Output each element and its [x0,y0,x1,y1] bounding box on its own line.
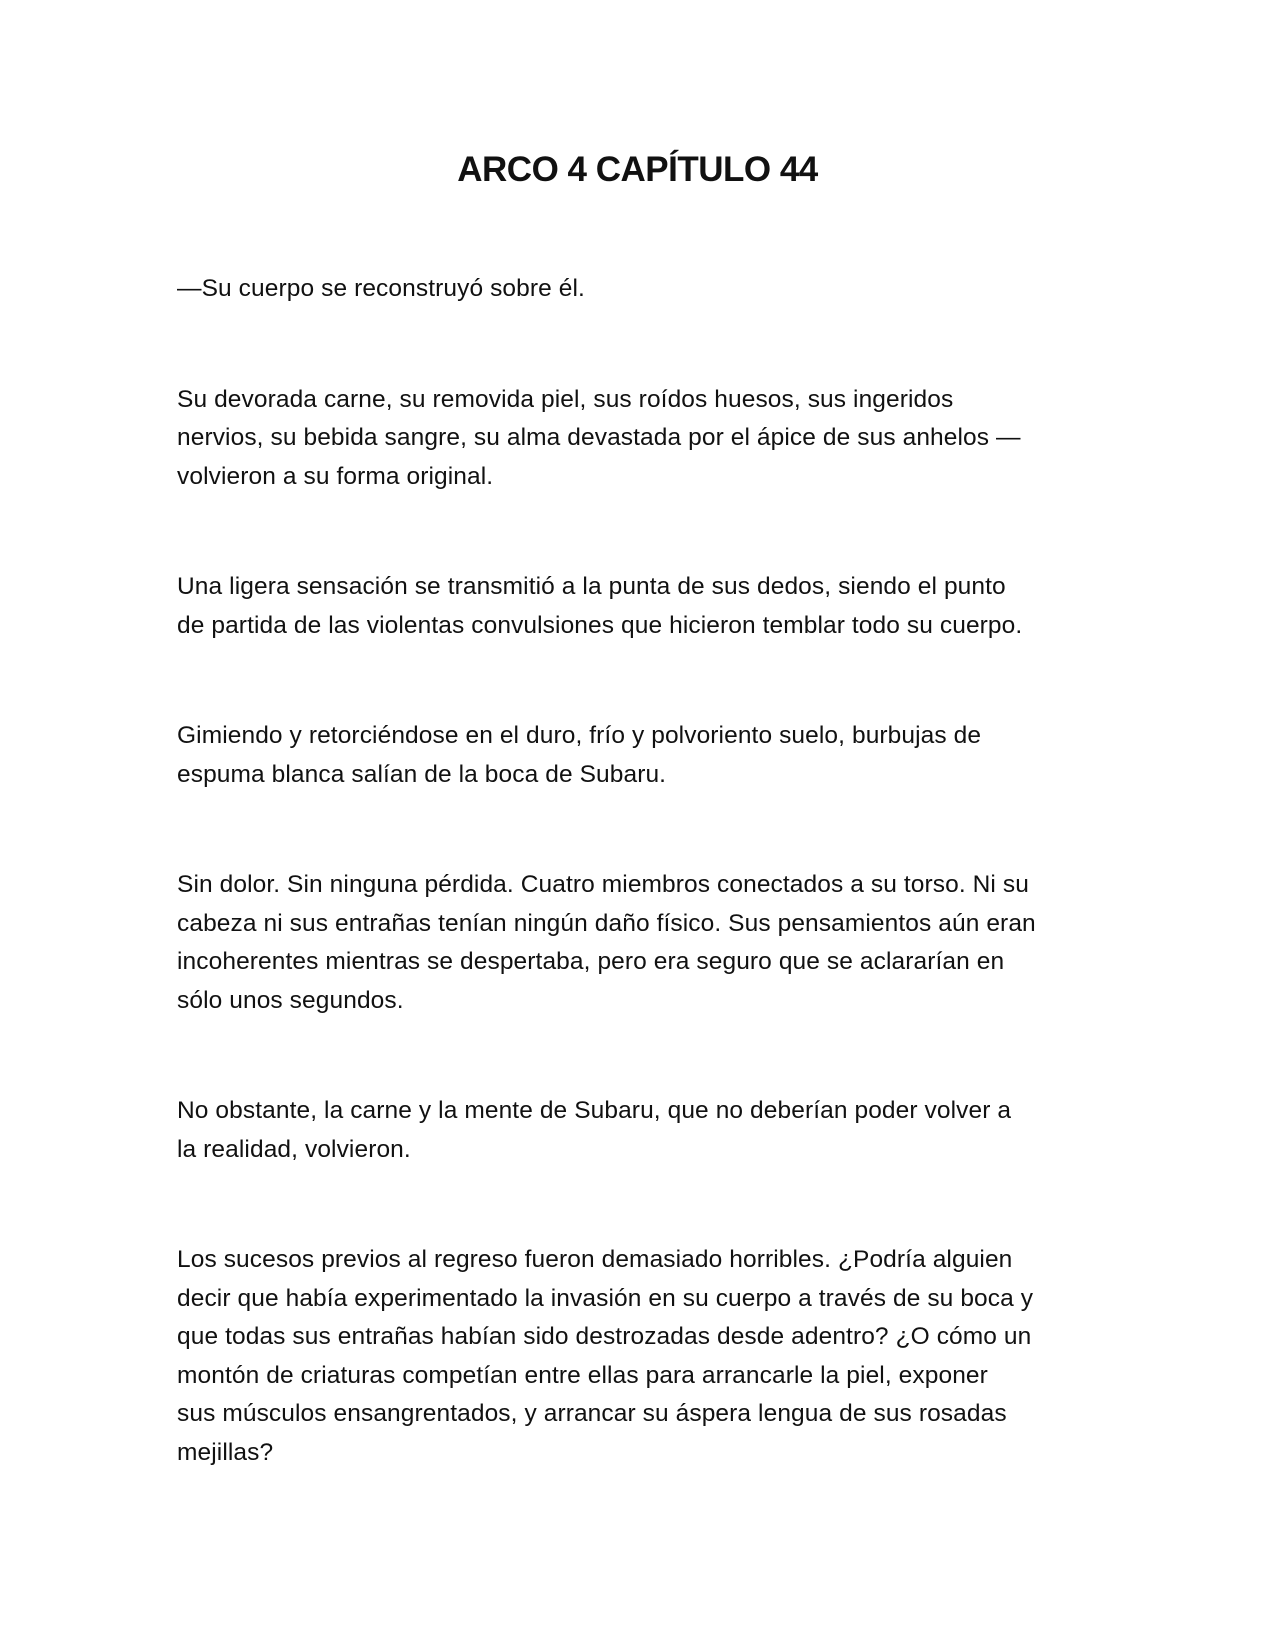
text-line: —Su cuerpo se reconstruyó sobre él. [177,275,585,302]
text-line: mejillas? [177,1438,274,1466]
text-line: Los sucesos previos al regreso fueron demasiado horribles. ¿Podría alguien [177,1246,1013,1273]
paragraph-5 [177,866,1107,1020]
text-line: montón de criaturas competían entre ellas para arrancarle la piel, exponer [177,1361,988,1389]
text-line: sólo unos segundos. [177,986,404,1014]
text-line: volvieron a su forma original. [177,462,494,490]
text-line: Gimiendo y retorciéndose en el duro, frío y polvoriento suelo, burbujas de [177,722,982,749]
text-line: decir que había experimentado la invasión en su cuerpo a través de su boca y [177,1284,1034,1312]
text-line: la realidad, volvieron. [177,1135,411,1163]
text-line: Sin dolor. Sin ninguna pérdida. Cuatro miembros conectados a su torso. Ni su [177,871,1029,898]
paragraph-2 [177,381,1107,497]
text-line: sus músculos ensangrentados, y arrancar su áspera lengua de sus rosadas [177,1400,1007,1427]
paragraph-3 [177,568,1107,645]
paragraph-7 [177,1241,1107,1472]
chapter-body [177,270,1107,1544]
text-line: incoherentes mientras se despertaba, pero era seguro que se aclararían en [177,948,1005,975]
text-line: Una ligera sensación se transmitió a la punta de sus dedos, siendo el punto [177,573,1006,600]
text-line: que todas sus entrañas habían sido destrozadas desde adentro? ¿O cómo un [177,1323,1032,1350]
paragraph-6 [177,1092,1107,1169]
text-line: cabeza ni sus entrañas tenían ningún daño físico. Sus pensamientos aún eran [177,909,1036,937]
text-line: nervios, su bebida sangre, su alma devastada por el ápice de sus anhelos — [177,424,1021,451]
paragraph-4 [177,717,1107,794]
paragraph-1 [177,270,1107,309]
chapter-title: ARCO 4 CAPÍTULO 44 [457,150,818,189]
text-line: de partida de las violentas convulsiones que hicieron temblar todo su cuerpo. [177,611,1023,639]
text-line: Su devorada carne, su removida piel, sus roídos huesos, sus ingeridos [177,385,954,413]
text-line: espuma blanca salían de la boca de Subaru. [177,760,667,788]
text-line: No obstante, la carne y la mente de Subaru, que no deberían poder volver a [177,1097,1012,1124]
